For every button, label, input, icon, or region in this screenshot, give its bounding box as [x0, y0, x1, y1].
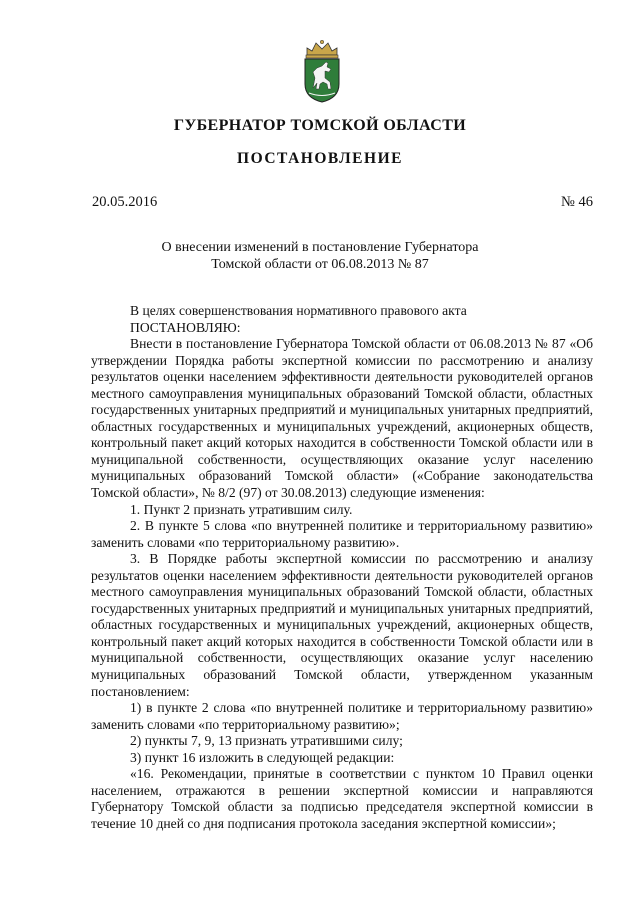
document-subject [0, 239, 640, 273]
body-paragraph: 1. Пункт 2 признать утратившим силу. [130, 501, 353, 517]
body-paragraph: 1) в пункте 2 слова «по внутренней политике и территориальному развитию» заменить словами «по территориальному развитию»; [91, 700, 593, 732]
decree-word: ПОСТАНОВЛЯЮ: [130, 319, 241, 335]
document-body [91, 303, 593, 833]
preamble: В целях совершенствования нормативного правового акта [130, 303, 467, 318]
document-date: 20.05.2016 [92, 194, 158, 210]
subject-line: О внесении изменений в постановление Губернатора [161, 240, 479, 255]
body-paragraph: 3. В Порядке работы экспертной комиссии по рассмотрению и анализу результатов оценки населением эффективности деятельности руководителей органов местного самоуправления муниципальных образований Томской области, областных государственных унитарных предприятий и муниципальных унитарных предприятий, областных государственных и муниципальных учреждений, акционерных обществ, контрольный пакет акций которых находится в собственности Томской области или в муниципальной собственности, осуществляющих оказание услуг населению муниципальных образований Томской области, утвержденном указанным постановлением: [91, 551, 593, 699]
organization-title: ГУБЕРНАТОР ТОМСКОЙ ОБЛАСТИ [173, 117, 467, 134]
body-paragraph: Внести в постановление Губернатора Томской области от 06.08.2013 № 87 «Об утверждении Порядка работы экспертной комиссии по рассмотрению и анализу результатов оценки населением эффективности деятельности руководителей органов местного самоуправления муниципальных образований Томской области, областных государственных унитарных предприятий и муниципальных унитарных предприятий, областных государственных и муниципальных учреждений, акционерных обществ, контрольный пакет акций которых находится в собственности Томской области или в муниципальной собственности, осуществляющих оказание услуг населению муниципальных образований Томской области» («Собрание законодательства Томской области», № 8/2 (97) от 30.08.2013) следующие изменения: [91, 336, 593, 501]
body-paragraph: «16. Рекомендации, принятые в соответствии с пунктом 10 Правил оценки населением, отражаются в решении экспертной комиссии и направляются Губернатору Томской области за подписью председателя экспертной комиссии в течение 10 дней со дня подписания протокола заседания экспертной комиссии»; [91, 766, 593, 831]
body-paragraph: 2) пункты 7, 9, 13 признать утратившими силу; [130, 733, 403, 749]
document-number: № 46 [561, 194, 593, 210]
subject-line: Томской области от 06.08.2013 № 87 [211, 257, 429, 272]
tomsk-coat-of-arms-icon [301, 38, 343, 104]
document-type: ПОСТАНОВЛЕНИЕ [237, 150, 403, 167]
body-paragraph: 2. В пункте 5 слова «по внутренней политике и территориальному развитию» заменить словами «по территориальному развитию». [91, 518, 593, 550]
body-paragraph: 3) пункт 16 изложить в следующей редакции: [130, 749, 395, 765]
